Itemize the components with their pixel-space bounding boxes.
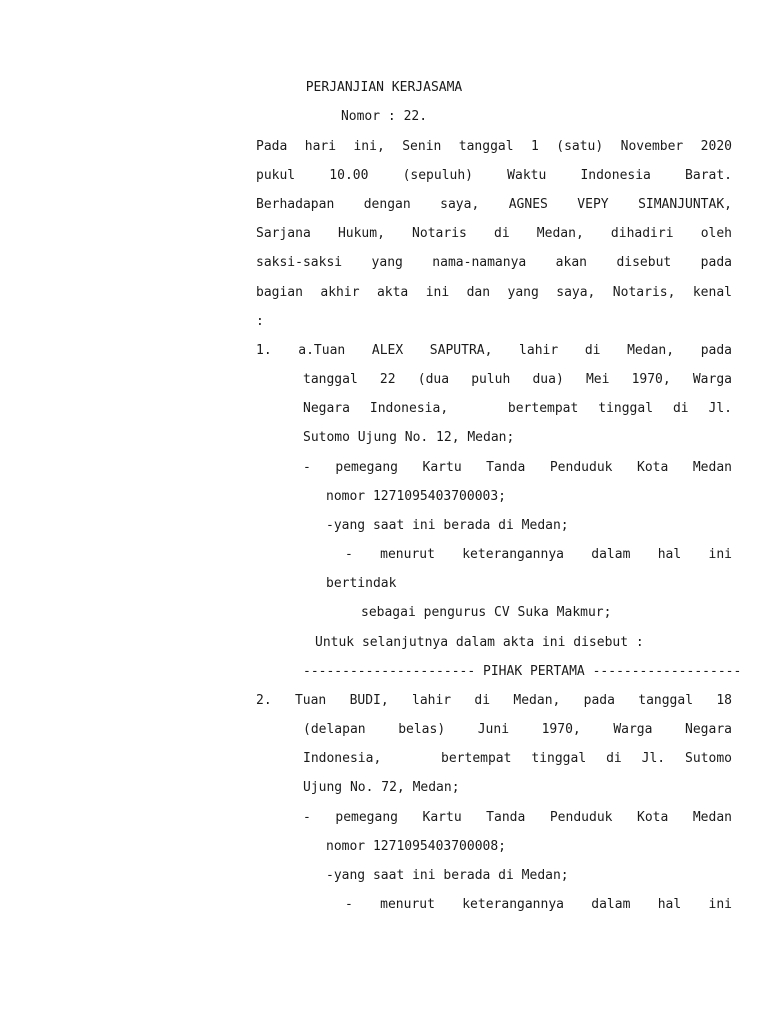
party2-line-4: Ujung No. 72, Medan; [303, 780, 460, 795]
party1-line-7: -yang saat ini berada di Medan; [326, 518, 569, 533]
party1-line-9: bertindak [326, 576, 397, 591]
document-number: Nomor : 22. [340, 109, 428, 124]
party1-line-5: - pemegang Kartu Tanda Penduduk Kota Medan [303, 460, 732, 475]
opening-line-3: Berhadapan dengan saya, AGNES VEPY SIMANJUNTAK, [256, 197, 732, 212]
party1-line-8: - menurut keterangannya dalam hal ini [345, 547, 732, 562]
party2-line-6: nomor 1271095403700008; [326, 839, 507, 854]
document-title: PERJANJIAN KERJASAMA [305, 80, 463, 95]
opening-line-5: saksi-saksi yang nama-namanya akan disebut pada [256, 255, 732, 270]
party1-line-3: Negara Indonesia, bertempat tinggal di Jl. [303, 401, 732, 416]
party1-line-6: nomor 1271095403700003; [326, 489, 507, 504]
party2-line-8: - menurut keterangannya dalam hal ini [345, 897, 732, 912]
party2-line-7: -yang saat ini berada di Medan; [326, 868, 569, 883]
opening-line-7: : [256, 314, 264, 329]
party2-line-1: 2. Tuan BUDI, lahir di Medan, pada tanggal 18 [256, 693, 732, 708]
party1-line-11: Untuk selanjutnya dalam akta ini disebut : [315, 635, 644, 650]
opening-line-2: pukul 10.00 (sepuluh) Waktu Indonesia Barat. [256, 168, 732, 183]
opening-line-1: Pada hari ini, Senin tanggal 1 (satu) November 2020 [256, 139, 732, 154]
party1-line-2: tanggal 22 (dua puluh dua) Mei 1970, Warga [303, 372, 732, 387]
opening-line-6: bagian akhir akta ini dan yang saya, Notaris, kenal [256, 285, 732, 300]
opening-line-4: Sarjana Hukum, Notaris di Medan, dihadiri oleh [256, 226, 732, 241]
party1-line-10: sebagai pengurus CV Suka Makmur; [361, 605, 612, 620]
party2-line-2: (delapan belas) Juni 1970, Warga Negara [303, 722, 732, 737]
party1-line-1: 1. a.Tuan ALEX SAPUTRA, lahir di Medan, pada [256, 343, 732, 358]
party1-line-4: Sutomo Ujung No. 12, Medan; [303, 430, 515, 445]
party1-label-line: ---------------------- PIHAK PERTAMA ------------------- [303, 664, 742, 679]
party2-line-5: - pemegang Kartu Tanda Penduduk Kota Medan [303, 810, 732, 825]
party2-line-3: Indonesia, bertempat tinggal di Jl. Sutomo [303, 751, 732, 766]
